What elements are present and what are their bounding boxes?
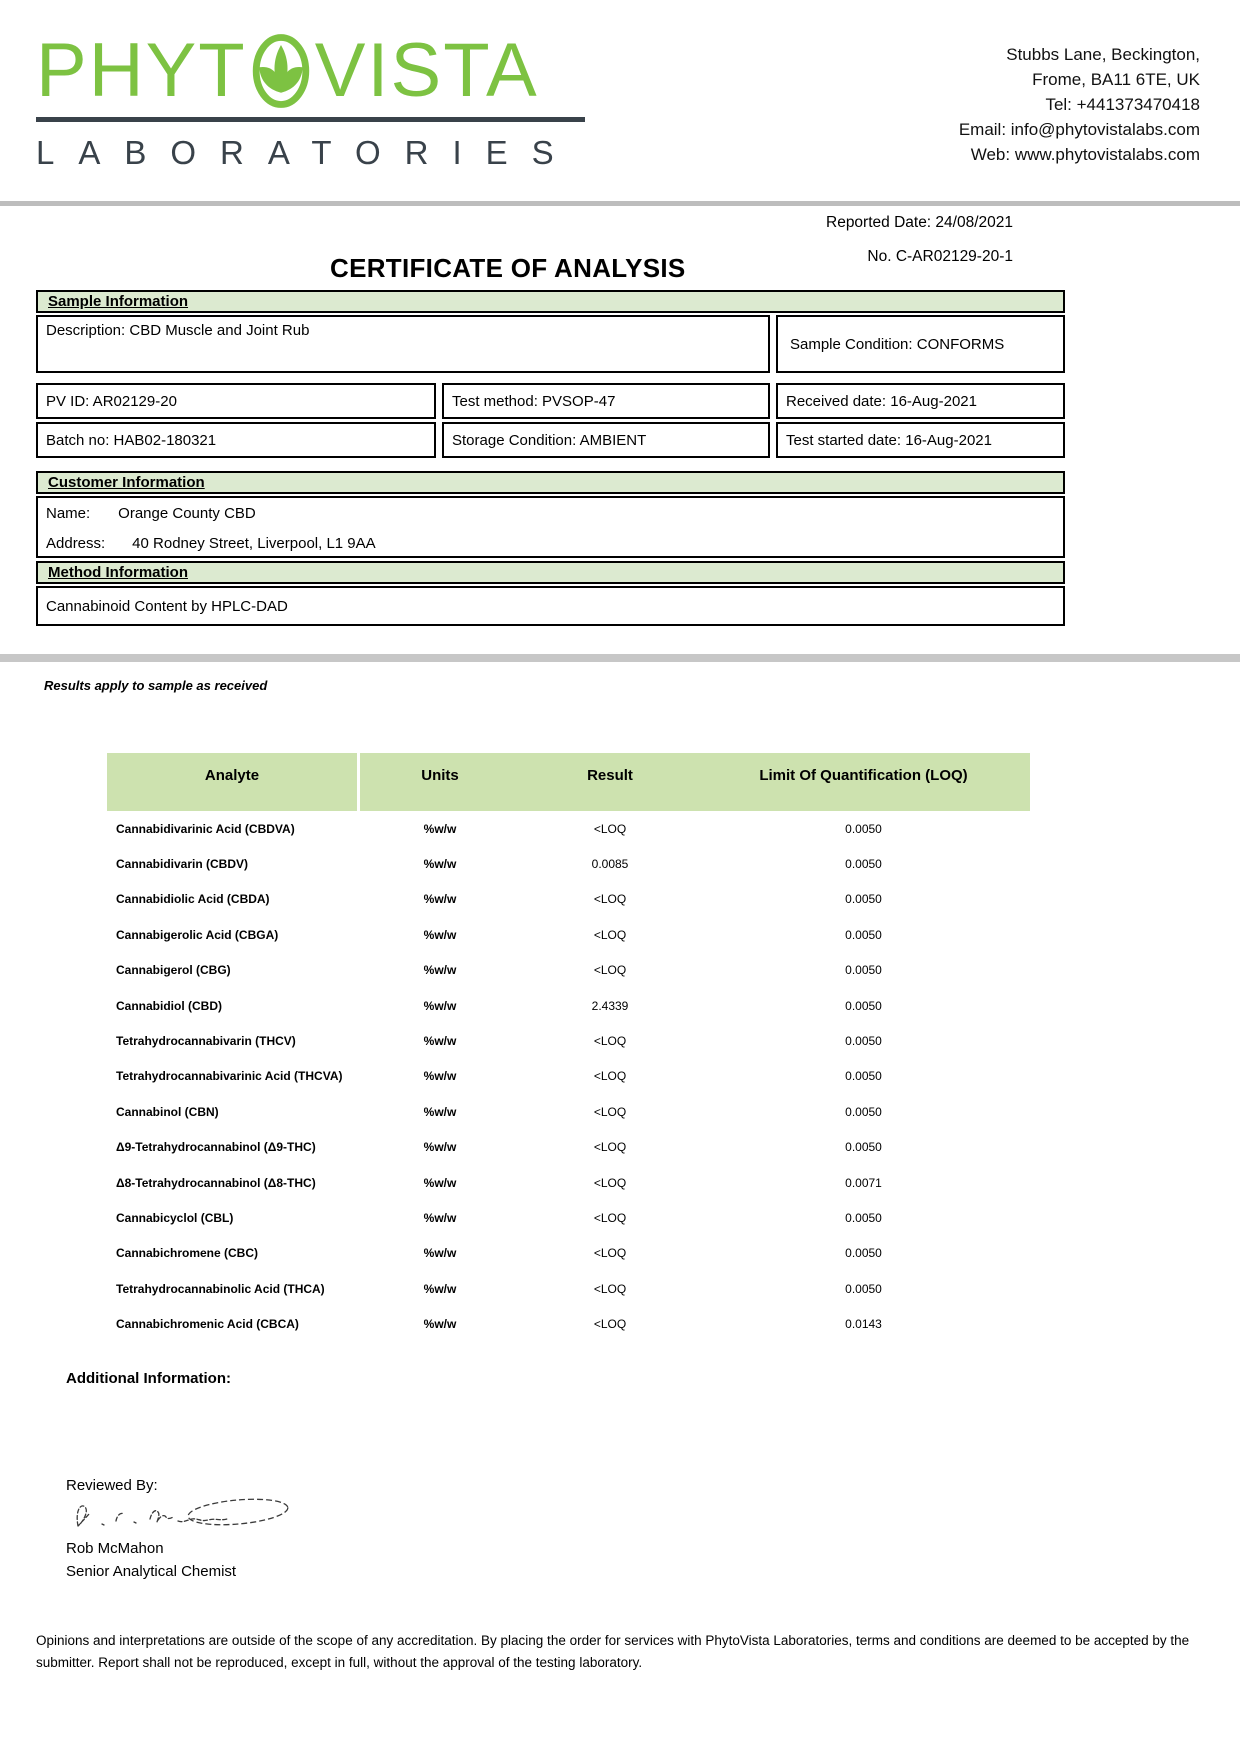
customer-information-title: Customer Information — [48, 474, 205, 491]
loq-cell: 0.0050 — [845, 857, 882, 872]
loq-cell: 0.0050 — [845, 927, 882, 942]
table-row — [107, 1306, 1030, 1341]
units-cell: %w/w — [423, 1281, 457, 1296]
analyte-cell: Cannabinol (CBN) — [116, 1104, 219, 1119]
column-header-result: Result — [587, 767, 633, 784]
description-cell: Description: CBD Muscle and Joint Rub — [36, 315, 770, 373]
units-cell: %w/w — [423, 857, 457, 872]
signatory-name: Rob McMahon — [66, 1539, 164, 1557]
contact-email: Email: info@phytovistalabs.com — [958, 120, 1200, 139]
analyte-cell: Cannabigerolic Acid (CBGA) — [116, 927, 279, 942]
result-cell: <LOQ — [593, 1246, 627, 1261]
title-row — [0, 206, 1240, 290]
analyte-cell: Δ9-Tetrahydrocannabinol (Δ9-THC) — [116, 1140, 316, 1155]
results-table — [107, 753, 1030, 1342]
loq-cell: 0.0143 — [845, 1317, 882, 1332]
analyte-cell: Cannabichromenic Acid (CBCA) — [116, 1317, 299, 1332]
contact-address-line1: Stubbs Lane, Beckington, — [1006, 45, 1200, 64]
logo — [36, 28, 585, 114]
result-cell: 2.4339 — [591, 998, 629, 1013]
reviewed-by-label: Reviewed By: — [66, 1476, 158, 1494]
customer-address-line — [46, 535, 1055, 552]
loq-cell: 0.0050 — [845, 1104, 882, 1119]
table-row — [107, 811, 1030, 846]
result-cell: <LOQ — [593, 963, 627, 978]
result-cell: 0.0085 — [591, 857, 629, 872]
result-cell: <LOQ — [593, 821, 627, 836]
units-cell: %w/w — [423, 998, 457, 1013]
page-title: CERTIFICATE OF ANALYSIS — [330, 253, 686, 284]
sample-information-title: Sample Information — [48, 293, 189, 310]
table-row — [107, 1271, 1030, 1306]
storage-condition-cell: Storage Condition: AMBIENT — [442, 422, 770, 458]
result-cell: <LOQ — [593, 1140, 627, 1155]
footer-disclaimer: Opinions and interpretations are outside of the scope of any accreditation. By placing the order for services with PhytoVista Laboratories, terms and conditions are deemed to be accepted by the submitter. Report shall not be reproduced, except in full, without the approval of the testing laboratory. — [36, 1632, 1190, 1670]
method-information-header — [36, 561, 1065, 584]
table-row — [107, 1094, 1030, 1129]
units-cell: %w/w — [423, 1246, 457, 1261]
analyte-cell: Cannabidivarin (CBDV) — [116, 857, 249, 872]
column-header-units: Units — [421, 767, 459, 784]
report-number: No. C-AR02129-20-1 — [867, 248, 1013, 265]
table-row — [107, 882, 1030, 917]
customer-name-value: Orange County CBD — [118, 505, 256, 522]
loq-cell: 0.0050 — [845, 1281, 882, 1296]
customer-address-label: Address: — [46, 535, 106, 552]
units-cell: %w/w — [423, 1175, 457, 1190]
customer-name-line — [46, 505, 1055, 522]
loq-cell: 0.0050 — [845, 963, 882, 978]
logo-word-right: VISTA — [314, 28, 539, 113]
table-row — [107, 988, 1030, 1023]
pvid-row — [36, 383, 1065, 419]
units-cell: %w/w — [423, 963, 457, 978]
table-row — [107, 917, 1030, 952]
logo-rule — [36, 117, 585, 122]
column-header-loq: Limit Of Quantification (LOQ) — [759, 767, 968, 784]
additional-information-label: Additional Information: — [66, 1369, 231, 1387]
loq-cell: 0.0050 — [845, 1140, 882, 1155]
result-cell: <LOQ — [593, 1175, 627, 1190]
sample-condition-cell: Sample Condition: CONFORMS — [776, 315, 1065, 373]
results-table-header — [107, 753, 1030, 811]
received-date-cell: Received date: 16-Aug-2021 — [776, 383, 1065, 419]
result-cell: <LOQ — [593, 1317, 627, 1332]
units-cell: %w/w — [423, 1210, 457, 1225]
test-started-date-cell: Test started date: 16-Aug-2021 — [776, 422, 1065, 458]
result-cell: <LOQ — [593, 1281, 627, 1296]
analyte-cell: Tetrahydrocannabivarin (THCV) — [116, 1034, 296, 1049]
signatory-title: Senior Analytical Chemist — [66, 1562, 237, 1580]
analyte-cell: Cannabichromene (CBC) — [116, 1246, 259, 1261]
description-row — [36, 315, 1065, 373]
customer-address-value: 40 Rodney Street, Liverpool, L1 9AA — [132, 535, 376, 552]
result-cell: <LOQ — [593, 1104, 627, 1119]
loq-cell: 0.0050 — [845, 1210, 882, 1225]
table-row — [107, 953, 1030, 988]
units-cell: %w/w — [423, 1140, 457, 1155]
loq-cell: 0.0050 — [845, 998, 882, 1013]
pv-id-cell: PV ID: AR02129-20 — [36, 383, 436, 419]
units-cell: %w/w — [423, 1034, 457, 1049]
loq-cell: 0.0050 — [845, 1069, 882, 1084]
sample-information-header — [36, 290, 1065, 313]
loq-cell: 0.0050 — [845, 821, 882, 836]
result-cell: <LOQ — [593, 927, 627, 942]
analyte-cell: Cannabidiolic Acid (CBDA) — [116, 892, 270, 907]
reported-date: Reported Date: 24/08/2021 — [826, 214, 1013, 231]
loq-cell: 0.0050 — [845, 1246, 882, 1261]
units-cell: %w/w — [423, 1317, 457, 1332]
column-header-analyte: Analyte — [107, 753, 360, 811]
table-row — [107, 1200, 1030, 1235]
analyte-cell: Tetrahydrocannabivarinic Acid (THCVA) — [116, 1069, 343, 1084]
result-cell: <LOQ — [593, 1210, 627, 1225]
batch-row — [36, 422, 1065, 458]
units-cell: %w/w — [423, 892, 457, 907]
analyte-cell: Cannabidiol (CBD) — [116, 998, 222, 1013]
table-row — [107, 1165, 1030, 1200]
result-cell: <LOQ — [593, 1034, 627, 1049]
result-cell: <LOQ — [593, 1069, 627, 1084]
units-cell: %w/w — [423, 1069, 457, 1084]
table-row — [107, 1236, 1030, 1271]
units-cell: %w/w — [423, 927, 457, 942]
contact-web: Web: www.phytovistalabs.com — [970, 145, 1200, 164]
method-information-title: Method Information — [48, 564, 188, 581]
table-row — [107, 1130, 1030, 1165]
contact-tel: Tel: +441373470418 — [1045, 95, 1200, 114]
results-table-body — [107, 811, 1030, 1342]
contact-block — [959, 28, 1200, 167]
leaf-icon — [250, 30, 312, 112]
loq-cell: 0.0050 — [845, 892, 882, 907]
table-row — [107, 1059, 1030, 1094]
customer-name-label: Name: — [46, 505, 91, 522]
section-divider-bar — [0, 654, 1240, 662]
method-box: Cannabinoid Content by HPLC-DAD — [36, 586, 1065, 626]
loq-cell: 0.0050 — [845, 1034, 882, 1049]
analyte-cell: Cannabigerol (CBG) — [116, 963, 231, 978]
contact-address-line2: Frome, BA11 6TE, UK — [1032, 70, 1200, 89]
signature-scribble — [70, 1496, 305, 1540]
loq-cell: 0.0071 — [845, 1175, 882, 1190]
table-row — [107, 846, 1030, 881]
results-note: Results apply to sample as received — [44, 678, 268, 693]
units-cell: %w/w — [423, 821, 457, 836]
logo-block — [36, 28, 585, 172]
analyte-cell: Cannabicyclol (CBL) — [116, 1210, 234, 1225]
test-method-cell: Test method: PVSOP-47 — [442, 383, 770, 419]
batch-no-cell: Batch no: HAB02-180321 — [36, 422, 436, 458]
logo-subtitle: LABORATORIES — [36, 134, 578, 171]
logo-word-left: PHYT — [36, 28, 247, 113]
analyte-cell: Cannabidivarinic Acid (CBDVA) — [116, 821, 295, 836]
table-row — [107, 1023, 1030, 1058]
result-cell: <LOQ — [593, 892, 627, 907]
units-cell: %w/w — [423, 1104, 457, 1119]
analyte-cell: Tetrahydrocannabinolic Acid (THCA) — [116, 1281, 325, 1296]
customer-information-header — [36, 471, 1065, 494]
header — [0, 0, 1240, 172]
info-sections — [36, 290, 1065, 626]
customer-box — [36, 496, 1065, 558]
analyte-cell: Δ8-Tetrahydrocannabinol (Δ8-THC) — [116, 1175, 316, 1190]
